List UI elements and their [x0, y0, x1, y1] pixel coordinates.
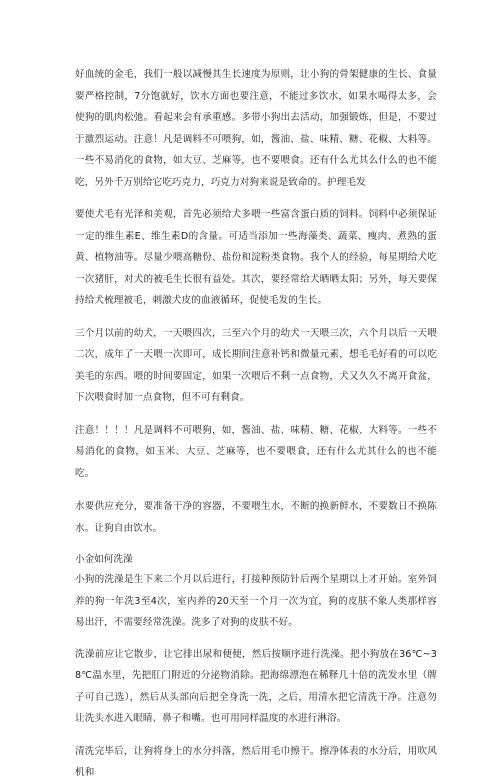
paragraph-seasoning-warning: 注意！！！！凡是调料不可喂狗，如，酱油、盐、味精、糖、花椒、大料等。一些不易消化的食物，如玉米、大豆、芝麻等，也不要喂食，还有什么尤其什么的也不能吃。 — [75, 424, 437, 479]
paragraph-coat-care: 要使犬毛有光泽和美观，首先必须给犬多喂一些富含蛋白质的饲料。饲料中必须保证一定的维生素E、维生素D的含量。可适当添加一些海藻类、蔬菜、瘦肉、煮熟的蛋黄、植物油等。尽量少喂高糖份、盐份和淀粉类食物。我个人的经验，每星期给犬吃一次猪肝，对犬的被毛生长很有益处。其次，要经常给犬晒晒太阳；另外，每天要保持给犬梳理被毛，刺激犬皮的血液循环，促使毛发的生长。 — [75, 209, 437, 306]
document-body — [75, 64, 437, 784]
paragraph-bathing-frequency: 小狗的洗澡是生下来二个月以后进行，打接种预防针后两个星期以上才开始。室外饲养的狗一年洗3至4次，室内养的20天至一个月一次为宜，狗的皮肤不象人类那样容易出汗，不需要经常洗澡。洗多了对狗的皮肤不好。 — [75, 574, 437, 628]
paragraph-feeding-schedule: 三个月以前的幼犬，一天喂四次，三至六个月的幼犬一天喂三次，六个月以后一天喂二次，成年了一天喂一次即可，成长期间注意补钙和微量元素，想毛毛好看的可以吃美毛的东西。喂的时间要固定，如果一次喂后不剩一点食物，犬又久久不离开食盆，下次喂食时加一点食物，但不可有剩食。 — [75, 327, 437, 403]
paragraph-bathing-procedure: 洗澡前应让它散步，让它排出尿和便便，然后按顺序进行洗澡。把小狗放在36℃~38℃温水里，先把肛门附近的分泌物消除。把海绵漂泡在稀释几十倍的洗发水里（牌子可自己选），然后从头部向后把全身洗一洗，之后，用清水把它清洗干净。注意勿让洗头水进入眼睛、鼻子和嘴。也可用同样温度的水进行淋浴。 — [75, 648, 437, 724]
section-title-bathing: 小金如何洗澡 — [75, 554, 133, 565]
paragraph-feeding-control: 好血统的金毛，我们一般以减慢其生长速度为原则，让小狗的骨架健康的生长、食量要严格控制，7分饱就好，饮水方面也要注意，不能过多饮水，如果水喝得太多，会使狗的肌肉松弛。看起来会有承重感。多带小狗出去活动，加强锻炼，但是，不要过于激烈运动。注意！凡是调料不可喂狗，如，酱油、盐、味精、糖、花椒、大料等。一些不易消化的食物，如大豆、芝麻等，也不要喂食。还有什么尤其么什么的也不能吃，另外千万别给它吃巧克力，巧克力对狗来说是致命的。护理毛发 — [75, 69, 437, 188]
paragraph-drying: 清洗完毕后，让狗将身上的水分抖落，然后用毛巾擦干。擦净体表的水分后，用吹风机和 — [75, 745, 437, 778]
paragraph-water-supply: 水要供应充分，要准备干净的容器，不要喂生水，不断的换新鲜水，不要数日不换陈水。让狗自由饮水。 — [75, 501, 437, 534]
